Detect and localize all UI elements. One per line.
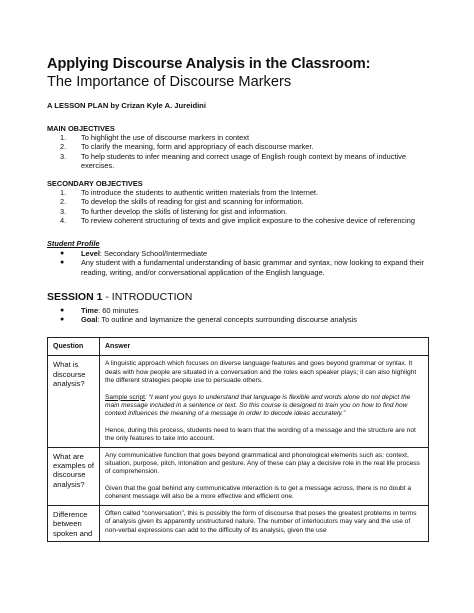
session-heading	[47, 291, 192, 303]
list-item	[60, 258, 440, 277]
document-subtitle: The Importance of Discourse Markers	[47, 74, 292, 90]
list-number: 3.	[60, 151, 67, 161]
list-number: 2.	[60, 197, 67, 207]
main-objectives-list	[60, 133, 440, 170]
answer-paragraph: Any communicative function that goes beyond grammatical and phonological elements such as: context, situation, purpose, pitch, intonation and gesture. Any of these can play a decisive role in the real life process of comprehension.	[105, 451, 420, 476]
level-value: : Secondary School/Intermediate	[99, 249, 208, 258]
time-label: Time	[81, 306, 99, 315]
time-value: : 60 minutes	[98, 306, 139, 315]
main-objectives-heading: MAIN OBJECTIVES	[47, 124, 115, 133]
goal-value: : To outline and laymanize the general concepts surrounding discourse analysis	[97, 315, 357, 325]
sample-script-label: Sample script	[105, 393, 145, 401]
sample-script-paragraph	[105, 394, 423, 419]
list-number: 3.	[60, 206, 67, 216]
table-header-row	[48, 338, 429, 356]
question-cell: What are examples of discourse analysis?	[48, 447, 100, 505]
profile-description: Any student with a fundamental understanding of basic grammar and syntax, now looking to expand their reading, writing, and/or conversational application of the English language.	[81, 258, 425, 277]
bullet-icon: ●	[60, 250, 65, 257]
list-item	[60, 133, 440, 142]
list-text: To help students to infer meaning and correct usage of English rough context by means of inductive exercises.	[81, 151, 406, 170]
bullet-icon: ●	[60, 307, 65, 314]
student-profile-list	[60, 249, 440, 277]
session-title: - INTRODUCTION	[102, 291, 193, 303]
question-header: Question	[48, 338, 100, 356]
list-item	[60, 188, 440, 197]
secondary-objectives-heading: SECONDARY OBJECTIVES	[47, 179, 143, 188]
list-number: 1.	[60, 133, 67, 142]
answer-paragraph: Hence, during this process, students need to learn that the wording of a message and the structure are not the only features to take into account.	[105, 426, 416, 443]
list-item	[60, 306, 440, 315]
table-row	[48, 356, 429, 447]
document-title: Applying Discourse Analysis in the Classroom:	[47, 56, 371, 72]
list-text: To highlight the use of discourse markers in context	[81, 133, 250, 142]
answer-paragraph: Often called “conversation”, this is possibly the form of discourse that poses the greatest problems in terms of analysis given its apparently unstructured nature. The number of interlocutors may vary and the use of non-verbal expressions can add to the difficulty of its analysis, given the use	[105, 509, 417, 534]
question-cell: Difference between spoken and	[48, 505, 100, 541]
list-text: To introduce the students to authentic written materials from the Internet.	[81, 188, 319, 197]
question-cell: What is discourse analysis?	[48, 356, 100, 447]
list-item	[60, 216, 440, 225]
answer-cell	[100, 505, 429, 541]
list-item	[60, 142, 440, 151]
list-number: 2.	[60, 142, 67, 152]
list-item	[60, 152, 440, 171]
table-row	[48, 447, 429, 505]
answer-cell	[100, 447, 429, 505]
list-text: To develop the skills of reading for gist and scanning for information.	[81, 197, 304, 207]
list-item	[60, 249, 440, 258]
level-label: Level	[81, 249, 100, 258]
bullet-icon: ●	[60, 259, 65, 267]
session-label: SESSION 1	[47, 291, 103, 303]
list-item	[60, 197, 440, 206]
document-byline: A LESSON PLAN by Crizan Kyle A. Jureidini	[47, 101, 206, 110]
list-text: To review coherent structuring of texts and give implicit exposure to the cohesive device of referencing	[81, 215, 415, 225]
bullet-icon: ●	[60, 316, 65, 324]
goal-label: Goal	[81, 315, 98, 325]
list-text: To clarify the meaning, form and appropriacy of each discourse marker.	[81, 142, 314, 152]
lesson-table	[47, 337, 429, 542]
answer-paragraph: A linguistic approach which focuses on diverse language features and goes beyond grammar or syntax. It deals with how people are situated in a conversation and the roles each speaker plays; it can also highlight the different strategies people use to persuade others.	[105, 360, 417, 385]
list-number: 4.	[60, 215, 67, 225]
list-text: To further develop the skills of listening for gist and information.	[81, 206, 288, 216]
sample-script-text: : “I want you guys to understand that language is flexible and words alone do not depict the main message included in a sentence or text. So this course is designed to train you on how to find how context influences the meaning of a message in order to decode ideas accurately.”	[105, 393, 411, 418]
answer-cell	[100, 356, 429, 447]
secondary-objectives-list	[60, 188, 440, 225]
list-number: 1.	[60, 188, 67, 197]
list-item	[60, 315, 440, 324]
session-details-list	[60, 306, 440, 325]
student-profile-heading: Student Profile	[47, 239, 100, 248]
list-item	[60, 207, 440, 216]
answer-paragraph: Given that the goal behind any communicative interaction is to get a message across, there is no doubt a coherent message will also be a more effective and efficient one.	[105, 484, 412, 501]
answer-header: Answer	[100, 338, 429, 356]
table-row	[48, 505, 429, 541]
